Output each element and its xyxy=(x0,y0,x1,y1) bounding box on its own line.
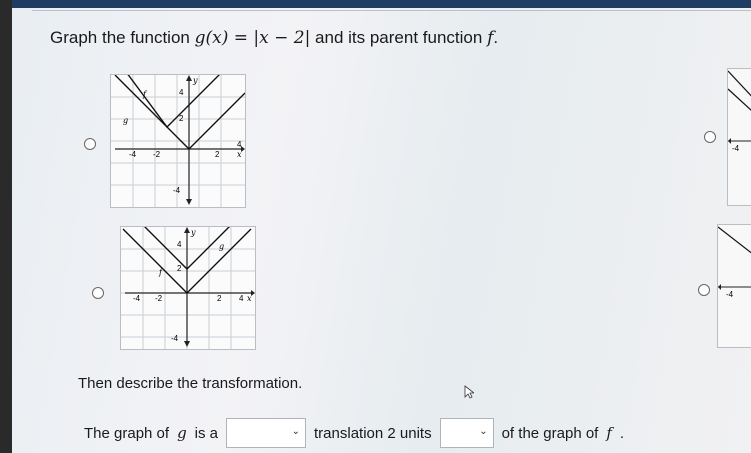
answer-f: f xyxy=(606,424,612,442)
option-b-radio[interactable] xyxy=(92,287,104,299)
option-a-y-label: y xyxy=(193,76,198,85)
option-a-xtick-3: 2 xyxy=(215,150,220,159)
option-b-ytick-2: 2 xyxy=(177,264,182,273)
option-a-graph xyxy=(110,74,246,208)
option-b-xtick-2: -2 xyxy=(155,294,163,303)
option-b-g-label: g xyxy=(219,242,225,251)
chevron-down-icon: ⌄ xyxy=(291,426,301,437)
option-a-f-label: f xyxy=(143,90,146,99)
describe-instruction: Then describe the transformation. xyxy=(78,375,303,392)
option-a-x-label: x xyxy=(237,150,242,159)
option-b-f-label: f xyxy=(159,268,162,277)
option-a-f-line xyxy=(115,75,245,149)
answer-text-1: The graph of xyxy=(84,424,170,442)
answer-g: g xyxy=(177,424,187,442)
option-b-svg xyxy=(121,227,255,349)
option-a-xtick-4: 4 xyxy=(237,140,242,149)
answer-sentence xyxy=(84,418,624,448)
option-d-xtick: -4 xyxy=(726,290,734,299)
option-c-xtick: -4 xyxy=(732,144,740,153)
option-d-graph xyxy=(717,224,751,348)
option-b-g-line xyxy=(143,227,255,269)
parent-function-name: f xyxy=(487,28,494,48)
question-prompt xyxy=(50,28,498,48)
option-a-xtick-2: -2 xyxy=(153,150,161,159)
option-d-radio[interactable] xyxy=(698,284,710,296)
option-c-radio[interactable] xyxy=(704,131,716,143)
header-bar xyxy=(12,0,751,8)
answer-text-2: is a xyxy=(194,424,219,442)
option-b-xtick-3: 2 xyxy=(217,294,222,303)
option-b-x-label: x xyxy=(247,294,252,303)
screen xyxy=(12,0,751,453)
option-b-xtick-4: 4 xyxy=(239,294,244,303)
option-b-xtick-1: -4 xyxy=(133,294,141,303)
option-b-ytick-1: 4 xyxy=(177,240,182,249)
direction-dropdown[interactable] xyxy=(440,418,494,448)
option-a-ytick-1: 4 xyxy=(179,88,184,97)
function-expression: g(x) = |x − 2| xyxy=(194,28,311,48)
prompt-period: . xyxy=(493,28,499,47)
option-a-xtick-1: -4 xyxy=(129,150,137,159)
option-a-svg xyxy=(111,75,245,207)
divider xyxy=(32,10,751,11)
chevron-down-icon: ⌄ xyxy=(479,426,488,437)
option-b-ytick-3: -4 xyxy=(171,334,179,343)
option-a-ytick-2: 2 xyxy=(179,114,184,123)
option-a-radio[interactable] xyxy=(84,138,96,150)
option-c-graph xyxy=(727,68,751,206)
option-b-graph xyxy=(120,226,256,350)
option-a-g-label: g xyxy=(123,116,129,125)
prompt-text-before: Graph the function xyxy=(50,28,190,47)
option-a-ytick-3: -4 xyxy=(173,186,181,195)
answer-text-4: of the graph of xyxy=(501,424,599,442)
mouse-cursor-icon xyxy=(464,385,474,399)
prompt-text-after: and its parent function xyxy=(315,28,483,47)
transformation-type-dropdown[interactable] xyxy=(226,418,306,448)
answer-text-3: translation 2 units xyxy=(314,424,432,442)
option-b-y-label: y xyxy=(191,228,196,237)
answer-period: . xyxy=(619,424,625,442)
